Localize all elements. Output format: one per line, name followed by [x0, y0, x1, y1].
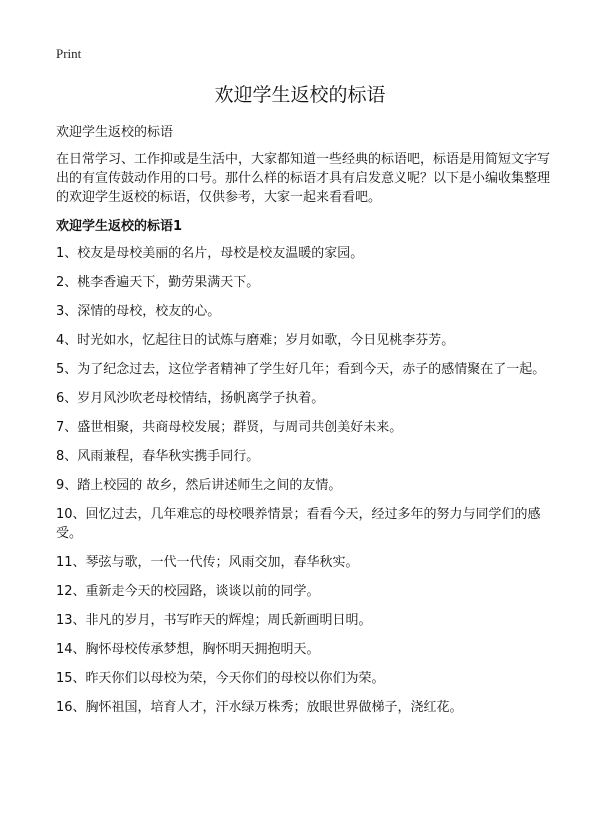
list-item: 13、非凡的岁月，书写昨天的辉煌；周氏新画明日明。 — [56, 613, 372, 628]
list-item: 9、踏上校园的 故乡，然后讲述师生之间的友情。 — [56, 478, 342, 493]
page-title: 欢迎学生返校的标语 — [214, 84, 386, 106]
list-item: 6、岁月风沙吹老母校情结，扬帆离学子执着。 — [56, 391, 325, 406]
list-item: 2、桃李香遍天下，勤劳果满天下。 — [56, 275, 260, 290]
list-item: 14、胸怀母校传承梦想，胸怀明天拥抱明天。 — [56, 642, 320, 657]
list-item: 15、昨天你们以母校为荣，今天你们的母校以你们为荣。 — [56, 671, 385, 686]
intro-paragraph: 在日常学习、工作抑或是生活中，大家都知道一些经典的标语吧，标语是用简短文字写出的有宣传鼓动作用的口号。那什么样的标语才具有启发意义呢？以下是小编收集整理的欢迎学生返校的标语，仅供参考，大家一起来看看吧。 — [56, 152, 551, 205]
print-link[interactable]: Print — [56, 46, 82, 61]
section-heading: 欢迎学生返校的标语1 — [56, 219, 183, 234]
list-item: 8、风雨兼程，春华秋实携手同行。 — [56, 449, 260, 464]
list-item: 7、盛世相聚，共商母校发展；群贤，与周司共创美好未来。 — [56, 420, 403, 435]
list-item: 4、时光如水，忆起往日的试炼与磨难；岁月如歌，今日见桃李芬芳。 — [56, 333, 455, 348]
list-item: 3、深情的母校，校友的心。 — [56, 304, 221, 319]
list-item: 10、回忆过去，几年难忘的母校喂养情景；看看今天，经过多年的努力与同学们的感受。 — [56, 507, 541, 541]
list-item: 11、琴弦与歌，一代一代传；风雨交加，春华秋实。 — [56, 555, 359, 570]
list-item: 12、重新走今天的校园路，谈谈以前的同学。 — [56, 584, 320, 599]
document-subtitle: 欢迎学生返校的标语 — [56, 125, 174, 140]
slogan-list — [56, 244, 556, 727]
list-item: 1、校友是母校美丽的名片，母校是校友温暖的家园。 — [56, 246, 364, 261]
list-item: 16、胸怀祖国，培育人才，汗水绿万株秀；放眼世界做梯子，浇红花。 — [56, 700, 463, 715]
list-item: 5、为了纪念过去，这位学者精神了学生好几年；看到今天，赤子的感情聚在了一起。 — [56, 362, 546, 377]
